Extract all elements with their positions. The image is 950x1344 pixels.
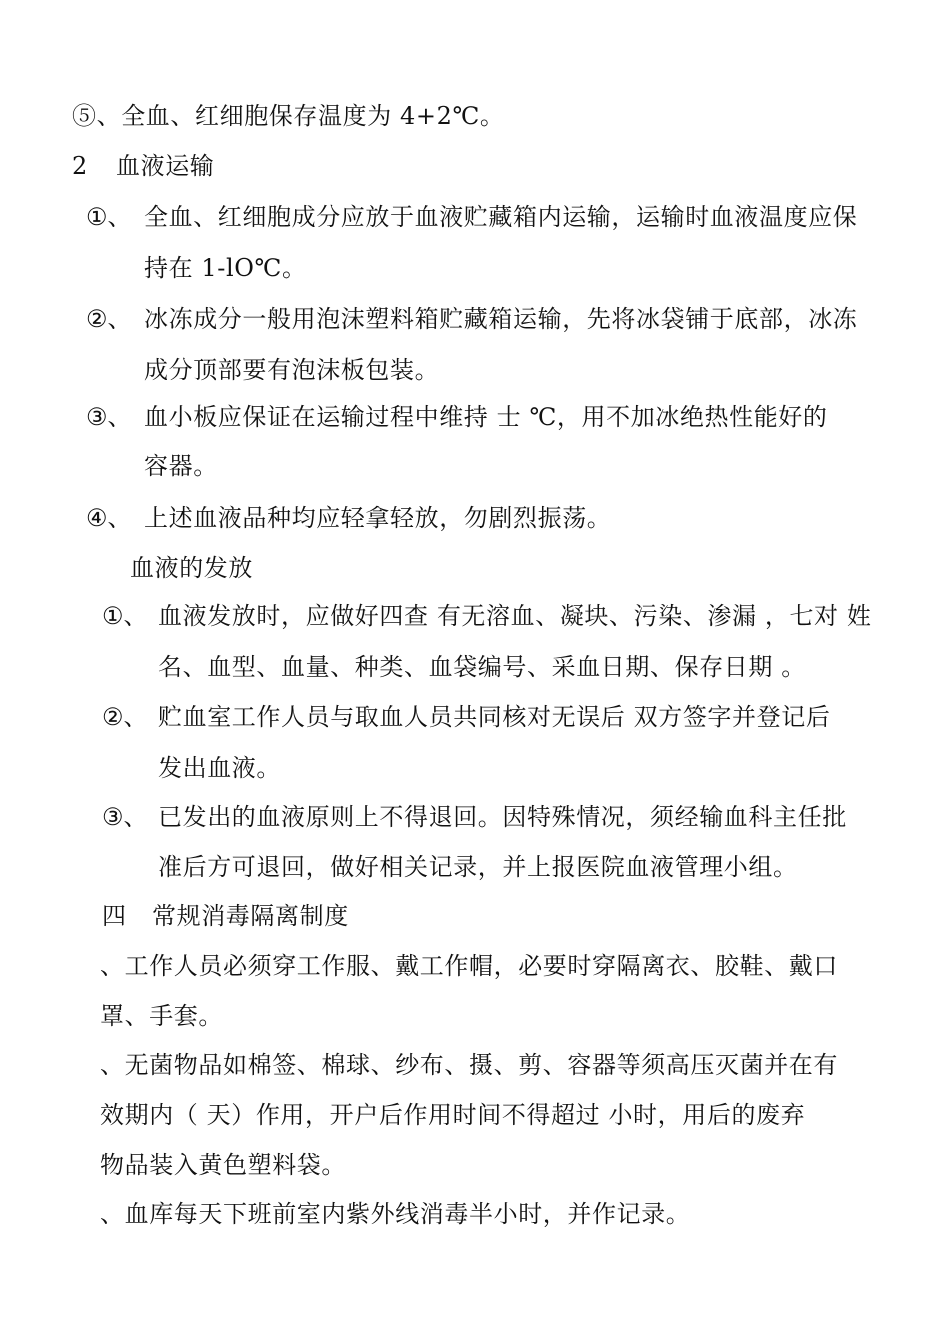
release-item-3-text: 已发出的血液原则上不得退回。因特殊情况，须经输血科主任批 — [158, 803, 847, 831]
disinfection-item-1-text-cont: 罩、手套。 — [100, 1002, 223, 1030]
release-item-2-text: 贮血室工作人员与取血人员共同核对无误后 双方签字并登记后 — [158, 703, 831, 731]
transport-item-4-marker: ④、 — [86, 504, 132, 532]
release-item-3-marker: ③、 — [102, 803, 148, 831]
release-item-1-text-cont: 名、血型、血量、种类、血袋编号、采血日期、保存日期 。 — [158, 653, 806, 681]
transport-item-3-text-cont: 容器。 — [144, 452, 218, 480]
disinfection-item-1-text: 、工作人员必须穿工作服、戴工作帽，必要时穿隔离衣、胶鞋、戴口 — [100, 952, 838, 980]
disinfection-item-3-text: 、血库每天下班前室内紫外线消毒半小时，并作记录。 — [100, 1200, 691, 1228]
storage-temperature-line: ⑤、全血、红细胞保存温度为 4+2℃。 — [72, 102, 505, 130]
transport-item-2-text-cont: 成分顶部要有泡沫板包装。 — [144, 356, 440, 384]
section-2-number: 2 — [72, 152, 88, 180]
disinfection-item-2-text-end: 物品装入黄色塑料袋。 — [100, 1151, 346, 1179]
transport-item-1-marker: ①、 — [86, 203, 132, 231]
transport-item-1-text-cont: 持在 1-lO℃。 — [144, 254, 307, 282]
section-4-number: 四 — [102, 902, 126, 930]
section-4-heading: 常规消毒隔离制度 — [152, 902, 349, 930]
section-3-heading: 血液的发放 — [130, 554, 253, 582]
transport-item-3-marker: ③、 — [86, 403, 132, 431]
section-2-heading: 血液运输 — [116, 152, 215, 180]
release-item-3-text-cont: 准后方可退回，做好相关记录，并上报医院血液管理小组。 — [158, 853, 798, 881]
transport-item-4-text: 上述血液品种均应轻拿轻放，勿剧烈振荡。 — [144, 504, 612, 532]
transport-item-3-text: 血小板应保证在运输过程中维持 士 ℃，用不加冰绝热性能好的 — [144, 403, 828, 431]
transport-item-1-text: 全血、红细胞成分应放于血液贮藏箱内运输，运输时血液温度应保 — [144, 203, 858, 231]
release-item-1-marker: ①、 — [102, 602, 148, 630]
release-item-2-marker: ②、 — [102, 703, 148, 731]
transport-item-2-text: 冰冻成分一般用泡沫塑料箱贮藏箱运输，先将冰袋铺于底部，冰冻 — [144, 305, 858, 333]
disinfection-item-2-text-cont: 效期内（ 天）作用，开户后作用时间不得超过 小时，用后的废弃 — [100, 1101, 806, 1129]
disinfection-item-2-text: 、无菌物品如棉签、棉球、纱布、摄、剪、容器等须高压灭菌并在有 — [100, 1051, 838, 1079]
transport-item-2-marker: ②、 — [86, 305, 132, 333]
release-item-1-text: 血液发放时，应做好四查 有无溶血、凝块、污染、渗漏 ，七对 姓 — [158, 602, 872, 630]
release-item-2-text-cont: 发出血液。 — [158, 754, 281, 782]
